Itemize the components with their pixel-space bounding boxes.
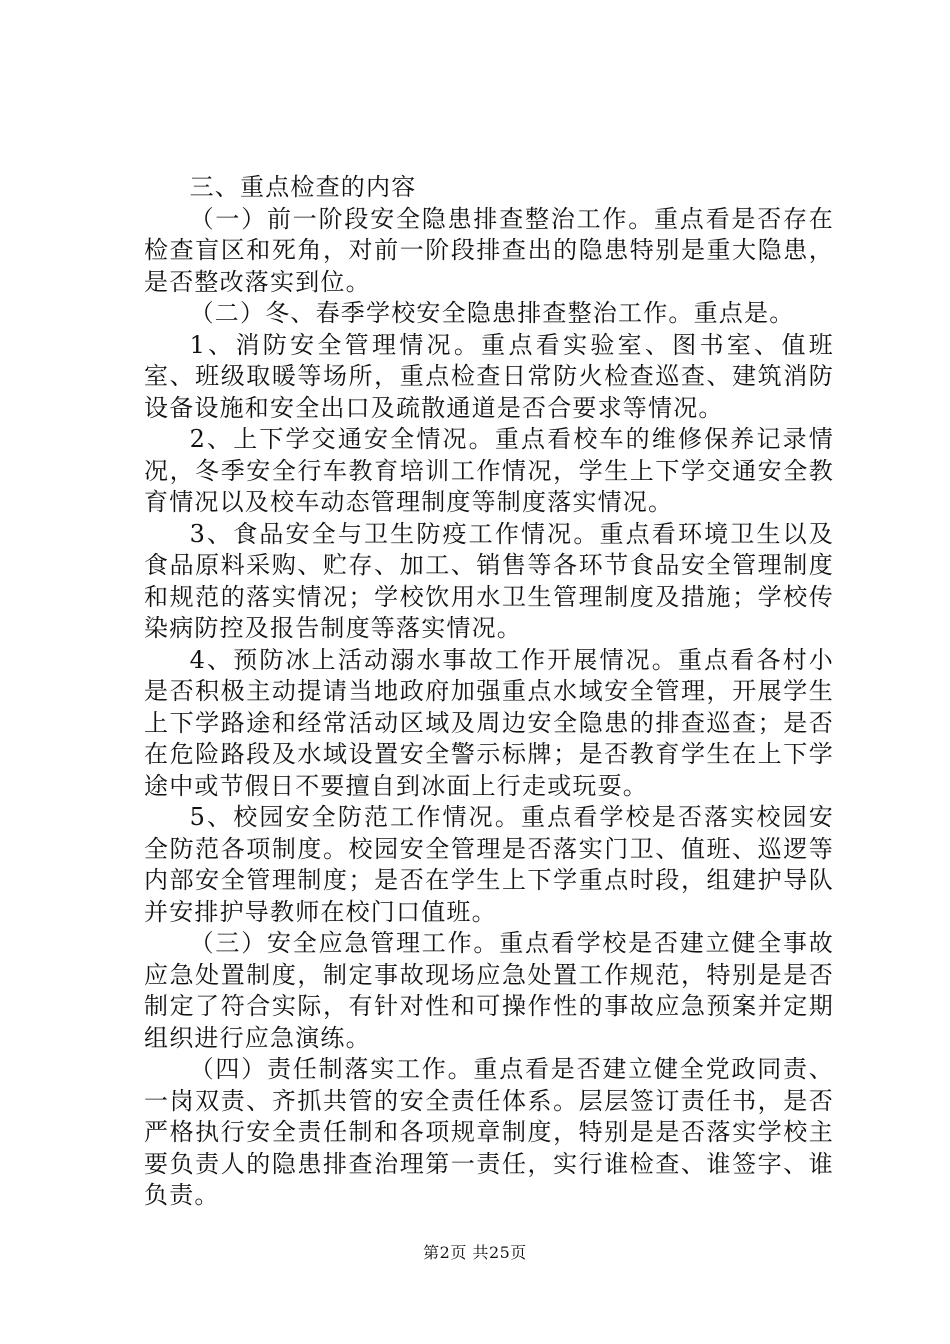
- paragraph: （二）冬、春季学校安全隐患排查整治工作。重点是。: [189, 299, 795, 327]
- page-number-footer: 第2页 共25页: [423, 1243, 527, 1262]
- paragraph: 5、校园安全防范工作情况。重点看学校是否落实校园安全防范各项制度。校园安全管理是否落实门卫、值班、巡逻等内部安全管理制度；是否在学生上下学重点时段，组建护导队并安排护导教师在校门口值班。: [144, 803, 834, 926]
- document-body: [144, 172, 834, 1212]
- paragraph: 4、预防冰上活动溺水事故工作开展情况。重点看各村小是否积极主动提请当地政府加强重点水域安全管理，开展学生上下学路途和经常活动区域及周边安全隐患的排查巡查；是否在危险路段及水域设置安全警示标牌；是否教育学生在上下学途中或节假日不要擅自到冰面上行走或玩耍。: [144, 645, 834, 800]
- paragraph: 3、食品安全与卫生防疫工作情况。重点看环境卫生以及食品原料采购、贮存、加工、销售等各环节食品安全管理制度和规范的落实情况；学校饮用水卫生管理制度及措施；学校传染病防控及报告制度等落实情况。: [144, 519, 834, 642]
- paragraph: （一）前一阶段安全隐患排查整治工作。重点看是否存在检查盲区和死角，对前一阶段排查出的隐患特别是重大隐患，是否整改落实到位。: [144, 204, 834, 296]
- paragraph: 1、消防安全管理情况。重点看实验室、图书室、值班室、班级取暖等场所，重点检查日常防火检查巡查、建筑消防设备设施和安全出口及疏散通道是否合要求等情况。: [144, 330, 834, 422]
- paragraph: （三）安全应急管理工作。重点看学校是否建立健全事故应急处置制度，制定事故现场应急处置工作规范，特别是是否制定了符合实际，有针对性和可操作性的事故应急预案并定期组织进行应急演练。: [144, 929, 834, 1052]
- paragraph: 2、上下学交通安全情况。重点看校车的维修保养记录情况，冬季安全行车教育培训工作情况，学生上下学交通安全教育情况以及校车动态管理制度等制度落实情况。: [144, 425, 834, 516]
- section-heading: 三、重点检查的内容: [189, 173, 417, 201]
- paragraph: （四）责任制落实工作。重点看是否建立健全党政同责、一岗双责、齐抓共管的安全责任体系。层层签订责任书，是否严格执行安全责任制和各项规章制度，特别是是否落实学校主要负责人的隐患排查治理第一责任，实行谁检查、谁签字、谁负责。: [144, 1055, 834, 1209]
